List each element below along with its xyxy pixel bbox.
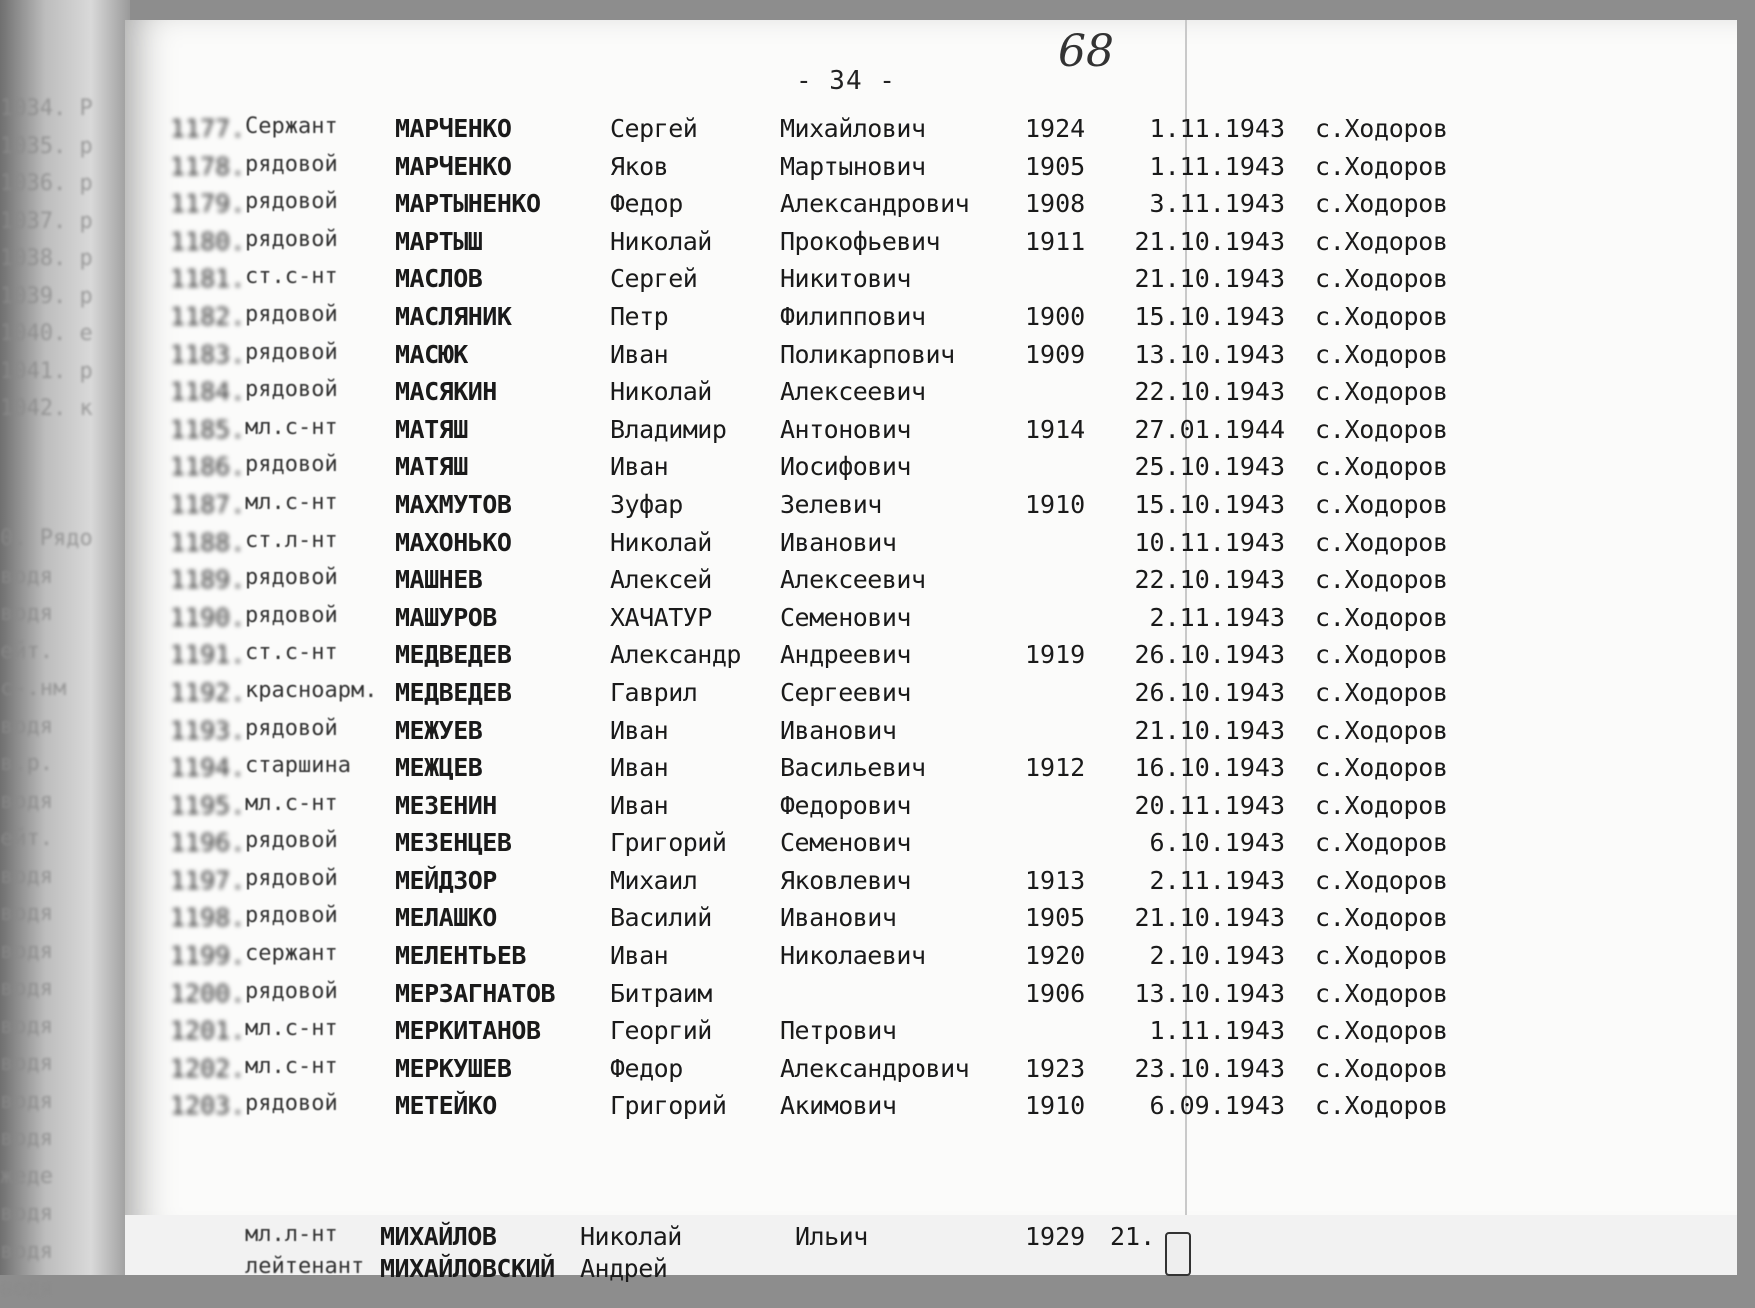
list-row [0, 716, 1755, 754]
patronymic: Иванович [780, 715, 897, 745]
death-date: 15.10.1943 [1134, 301, 1285, 331]
surname: МЕЛАШКО [395, 903, 497, 933]
death-date: 2.11.1943 [1149, 602, 1285, 632]
birth-year: 1900 [1025, 301, 1086, 331]
row-number: 1194. [170, 753, 246, 783]
first-name: Николай [610, 527, 712, 557]
row-number: 1192. [170, 677, 246, 707]
row-number: 1191. [170, 640, 246, 670]
surname: МЕЛЕНТЬЕВ [395, 941, 526, 971]
rank: рядовой [245, 715, 338, 741]
row-number: 1201. [170, 1016, 246, 1046]
burial-place: с.Ходоров [1315, 414, 1448, 444]
bleed-line: 1038. р [0, 246, 93, 271]
first-name: Александр [610, 640, 741, 670]
patronymic: Семенович [780, 828, 911, 858]
surname: МЕЖУЕВ [395, 715, 483, 745]
rank: мл.с-нт [245, 489, 338, 515]
birth-year: 1913 [1025, 865, 1086, 895]
row-number: 1190. [170, 602, 246, 632]
death-date: 10.11.1943 [1134, 527, 1285, 557]
death-date: 2.10.1943 [1149, 941, 1285, 971]
burial-place: с.Ходоров [1315, 715, 1448, 745]
patronymic: Александрович [780, 189, 970, 219]
rank: мл.с-нт [245, 1053, 338, 1079]
patronymic: Сергеевич [780, 677, 911, 707]
birth-year: 1923 [1025, 1053, 1086, 1083]
next-page-row [0, 1254, 1755, 1286]
surname: МАРТЫШ [395, 226, 483, 256]
bleed-line: водя [0, 563, 53, 589]
first-name: Петр [610, 301, 669, 331]
death-date: 21.10.1943 [1134, 226, 1285, 256]
rank: рядовой [245, 339, 338, 365]
death-date: 25.10.1943 [1134, 452, 1285, 482]
surname: МЕЖЦЕВ [395, 753, 483, 783]
patronymic: Акимович [780, 1091, 897, 1121]
burial-place: с.Ходоров [1315, 602, 1448, 632]
bleed-line: водя [0, 1201, 53, 1226]
death-date: 13.10.1943 [1134, 339, 1285, 369]
rank: красноарм. [245, 677, 378, 703]
row-number: 1181. [170, 264, 246, 294]
burial-place: с.Ходоров [1315, 452, 1448, 482]
first-name: Георгий [610, 1016, 712, 1046]
bleed-line: водя [0, 901, 53, 926]
first-name: Андрей [580, 1254, 668, 1283]
surname: МАРТЫНЕНКО [395, 189, 541, 219]
list-row [0, 753, 1755, 791]
surname: МАСЯКИН [395, 377, 497, 407]
surname: МЕЗЕНИН [395, 790, 497, 820]
page-number: - 34 - [796, 66, 896, 96]
patronymic: Александрович [780, 1053, 970, 1083]
burial-place: с.Ходоров [1315, 565, 1448, 595]
surname: МАРЧЕНКО [395, 151, 512, 181]
burial-place: с.Ходоров [1315, 1053, 1448, 1083]
patronymic: Мартынович [780, 151, 926, 181]
list-row [0, 678, 1755, 716]
next-page-row [0, 1222, 1755, 1254]
row-number: 1179. [170, 189, 246, 219]
list-row [0, 866, 1755, 904]
burial-place: с.Ходоров [1315, 264, 1448, 294]
birth-year: 1929 [1025, 1222, 1086, 1251]
bleed-line: водя [0, 788, 53, 814]
first-name: Гаврил [610, 677, 698, 707]
next-page-list [0, 1222, 1755, 1286]
list-row [0, 302, 1755, 340]
patronymic: Зелевич [780, 489, 882, 519]
burial-place: с.Ходоров [1315, 114, 1448, 143]
bleed-line: водя [0, 601, 53, 626]
list-row [0, 565, 1755, 603]
patronymic: Петрович [780, 1016, 897, 1046]
birth-year: 1911 [1025, 226, 1086, 256]
burial-place: с.Ходоров [1315, 301, 1448, 331]
surname: МАШУРОВ [395, 602, 497, 632]
row-number: 1198. [170, 903, 246, 933]
patronymic: Семенович [780, 602, 911, 632]
burial-place: с.Ходоров [1315, 339, 1448, 369]
rank: старшина [245, 753, 351, 779]
casualty-list [0, 114, 1755, 1129]
bleed-line: 1039. р [0, 283, 93, 309]
surname: МИХАЙЛОВ [380, 1222, 497, 1251]
death-date: 26.10.1943 [1134, 677, 1285, 707]
rank: рядовой [245, 301, 338, 327]
first-name: Михаил [610, 865, 698, 895]
bleed-line: 1041. р [0, 358, 93, 384]
bleed-line: с-.нм [0, 676, 67, 701]
surname: МАСЮК [395, 339, 468, 369]
bleed-line: 1036. р [0, 171, 93, 196]
birth-year: 1910 [1025, 1091, 1086, 1121]
death-date: 3.11.1943 [1149, 189, 1285, 219]
first-name: Иван [610, 753, 669, 783]
first-name: Николай [610, 377, 712, 407]
row-number: 1195. [170, 790, 246, 820]
list-row [0, 528, 1755, 566]
list-row [0, 377, 1755, 415]
patronymic: Иванович [780, 527, 897, 557]
patronymic: Филиппович [780, 301, 926, 331]
rank: ст.с-нт [245, 264, 338, 290]
bleed-line: водя [0, 1051, 53, 1076]
list-row [0, 979, 1755, 1017]
list-row [0, 640, 1755, 678]
bleed-line: ейт. [0, 638, 53, 664]
list-row [0, 1054, 1755, 1092]
death-date: 20.11.1943 [1134, 790, 1285, 820]
bleed-line: водя [0, 938, 53, 964]
list-row [0, 1016, 1755, 1054]
list-row [0, 791, 1755, 829]
burial-place: с.Ходоров [1315, 489, 1448, 519]
first-name: Сергей [610, 114, 698, 143]
burial-place: с.Ходоров [1315, 527, 1448, 557]
bleed-line: 0. Рядо [0, 526, 93, 551]
birth-year: 1905 [1025, 151, 1086, 181]
rank: рядовой [245, 565, 338, 591]
first-name: Иван [610, 941, 669, 971]
surname: МАСЛЯНИК [395, 301, 512, 331]
birth-year: 1912 [1025, 753, 1086, 783]
surname: МЕРКУШЕВ [395, 1053, 512, 1083]
list-row [0, 152, 1755, 190]
rank: рядовой [245, 151, 338, 177]
bleed-line: водя [0, 1238, 53, 1264]
list-row [0, 603, 1755, 641]
burial-place: с.Ходоров [1315, 790, 1448, 820]
rank: рядовой [245, 226, 338, 252]
list-row [0, 490, 1755, 528]
rank: рядовой [245, 377, 338, 403]
list-row [0, 903, 1755, 941]
bleed-line: водя [0, 713, 53, 739]
row-number: 1189. [170, 565, 246, 595]
death-date: 21.10.1943 [1134, 903, 1285, 933]
list-row [0, 452, 1755, 490]
birth-year: 1924 [1025, 114, 1086, 143]
death-date: 6.10.1943 [1149, 828, 1285, 858]
patronymic: Михайлович [780, 114, 926, 143]
patronymic: Иванович [780, 903, 897, 933]
death-date: 22.10.1943 [1134, 565, 1285, 595]
list-row [0, 114, 1755, 152]
first-name: Сергей [610, 264, 698, 294]
row-number: 1197. [170, 865, 246, 895]
bleed-line: водя [0, 1013, 53, 1039]
burial-place: с.Ходоров [1315, 1016, 1448, 1046]
row-number: 1202. [170, 1053, 246, 1083]
first-name: Григорий [610, 828, 727, 858]
patronymic: Алексеевич [780, 377, 926, 407]
patronymic: Поликарпович [780, 339, 955, 369]
bleed-line: водя [0, 1126, 53, 1151]
death-date: 21.10.1943 [1134, 264, 1285, 294]
death-date: 16.10.1943 [1134, 753, 1285, 783]
list-row [0, 189, 1755, 227]
rank: лейтенант [245, 1254, 365, 1279]
rank: мл.л-нт [245, 1222, 338, 1247]
list-row [0, 264, 1755, 302]
surname: МЕЙДЗОР [395, 865, 497, 895]
patronymic: Никитович [780, 264, 911, 294]
surname: МАТЯШ [395, 414, 468, 444]
bleed-line: водя [0, 976, 53, 1001]
patronymic: Иосифович [780, 452, 911, 482]
patronymic: Андреевич [780, 640, 911, 670]
row-number: 1199. [170, 941, 246, 971]
death-date: 15.10.1943 [1134, 489, 1285, 519]
death-date: 22.10.1943 [1134, 377, 1285, 407]
patronymic: Алексеевич [780, 565, 926, 595]
rank: рядовой [245, 903, 338, 929]
row-number: 1177. [170, 114, 246, 143]
burial-place: с.Ходоров [1315, 640, 1448, 670]
surname: МИХАЙЛОВСКИЙ [380, 1254, 555, 1283]
surname: МАСЛОВ [395, 264, 483, 294]
surname: МАТЯШ [395, 452, 468, 482]
list-row [0, 340, 1755, 378]
burial-place: с.Ходоров [1315, 753, 1448, 783]
row-number: 1200. [170, 978, 246, 1008]
first-name: Иван [610, 790, 669, 820]
bleed-line: ейт. [0, 826, 53, 851]
death-date: 21.10.1943 [1134, 715, 1285, 745]
bleed-line: жеде [0, 1163, 53, 1189]
burial-place: с.Ходоров [1315, 903, 1448, 933]
rank: рядовой [245, 828, 338, 854]
row-number: 1183. [170, 339, 246, 369]
burial-place: с.Ходоров [1315, 941, 1448, 971]
rank: мл.с-нт [245, 414, 338, 440]
patronymic: Антонович [780, 414, 911, 444]
birth-year: 1919 [1025, 640, 1086, 670]
death-date: 23.10.1943 [1134, 1053, 1285, 1083]
bleed-line: 1035. р [0, 133, 93, 159]
bleed-line: 1037. р [0, 208, 93, 234]
patronymic: Яковлевич [780, 865, 911, 895]
handwritten-folio-number: 68 [1058, 26, 1114, 77]
bleed-line: в.р. [0, 751, 53, 776]
row-number: 1203. [170, 1091, 246, 1121]
death-date: 2.11.1943 [1149, 865, 1285, 895]
row-number: 1182. [170, 301, 246, 331]
death-date: 6.09.1943 [1149, 1091, 1285, 1121]
patronymic: Николаевич [780, 941, 926, 971]
rank: рядовой [245, 978, 338, 1004]
birth-year: 1914 [1025, 414, 1086, 444]
burial-place: с.Ходоров [1315, 978, 1448, 1008]
first-name: Федор [610, 189, 683, 219]
row-number: 1186. [170, 452, 246, 482]
row-number: 1178. [170, 151, 246, 181]
row-number: 1193. [170, 715, 246, 745]
burial-place: с.Ходоров [1315, 189, 1448, 219]
patronymic: Федорович [780, 790, 911, 820]
rank: рядовой [245, 1091, 338, 1117]
patronymic: Ильич [795, 1222, 868, 1251]
patronymic: Васильевич [780, 753, 926, 783]
list-row [0, 415, 1755, 453]
death-date: 21. [1110, 1222, 1156, 1251]
binder-clip [1165, 1232, 1191, 1276]
death-date: 13.10.1943 [1134, 978, 1285, 1008]
burial-place: с.Ходоров [1315, 865, 1448, 895]
surname: МЕЗЕНЦЕВ [395, 828, 512, 858]
first-name: Василий [610, 903, 712, 933]
birth-year: 1908 [1025, 189, 1086, 219]
birth-year: 1909 [1025, 339, 1086, 369]
list-row [0, 227, 1755, 265]
bleed-line: водя [0, 1276, 53, 1301]
first-name: Николай [580, 1222, 682, 1251]
surname: МАХОНЬКО [395, 527, 512, 557]
rank: мл.с-нт [245, 790, 338, 816]
row-number: 1185. [170, 414, 246, 444]
first-name: Федор [610, 1053, 683, 1083]
rank: ст.с-нт [245, 640, 338, 666]
birth-year: 1910 [1025, 489, 1086, 519]
rank: Сержант [245, 114, 338, 139]
surname: МАХМУТОВ [395, 489, 512, 519]
rank: рядовой [245, 865, 338, 891]
bleed-line: водя [0, 863, 53, 889]
burial-place: с.Ходоров [1315, 677, 1448, 707]
surname: МЕДВЕДЕВ [395, 677, 512, 707]
first-name: Иван [610, 339, 669, 369]
burial-place: с.Ходоров [1315, 226, 1448, 256]
first-name: Иван [610, 715, 669, 745]
list-row [0, 1091, 1755, 1129]
surname: МЕДВЕДЕВ [395, 640, 512, 670]
bleed-line: водя [0, 1088, 53, 1114]
first-name: Яков [610, 151, 669, 181]
death-date: 1.11.1943 [1149, 151, 1285, 181]
first-name: Николай [610, 226, 712, 256]
rank: ст.л-нт [245, 527, 338, 553]
first-name: Иван [610, 452, 669, 482]
row-number: 1188. [170, 527, 246, 557]
first-name: Зуфар [610, 489, 683, 519]
burial-place: с.Ходоров [1315, 1091, 1448, 1121]
bleed-line: 1040. е [0, 321, 93, 346]
first-name: Битраим [610, 978, 712, 1008]
first-name: Алексей [610, 565, 712, 595]
first-name: Григорий [610, 1091, 727, 1121]
death-date: 26.10.1943 [1134, 640, 1285, 670]
rank: рядовой [245, 602, 338, 628]
bleed-line: 1042. к [0, 396, 93, 421]
row-number: 1184. [170, 377, 246, 407]
surname: МЕРКИТАНОВ [395, 1016, 541, 1046]
surname: МЕРЗАГНАТОВ [395, 978, 556, 1008]
rank: рядовой [245, 452, 338, 478]
death-date: 27.01.1944 [1134, 414, 1285, 444]
row-number: 1196. [170, 828, 246, 858]
burial-place: с.Ходоров [1315, 377, 1448, 407]
surname: МЕТЕЙКО [395, 1091, 497, 1121]
death-date: 1.11.1943 [1149, 1016, 1285, 1046]
row-number: 1187. [170, 489, 246, 519]
death-date: 1.11.1943 [1149, 114, 1285, 143]
birth-year: 1920 [1025, 941, 1086, 971]
list-row [0, 941, 1755, 979]
surname: МАШНЕВ [395, 565, 483, 595]
burial-place: с.Ходоров [1315, 151, 1448, 181]
rank: сержант [245, 941, 338, 967]
birth-year: 1906 [1025, 978, 1086, 1008]
surname: МАРЧЕНКО [395, 114, 512, 143]
row-number: 1180. [170, 226, 246, 256]
rank: рядовой [245, 189, 338, 215]
patronymic: Прокофьевич [780, 226, 941, 256]
first-name: ХАЧАТУР [610, 602, 712, 632]
bleed-line: 1034. Р [0, 96, 93, 121]
list-row [0, 828, 1755, 866]
first-name: Владимир [610, 414, 727, 444]
birth-year: 1905 [1025, 903, 1086, 933]
burial-place: с.Ходоров [1315, 828, 1448, 858]
rank: мл.с-нт [245, 1016, 338, 1042]
